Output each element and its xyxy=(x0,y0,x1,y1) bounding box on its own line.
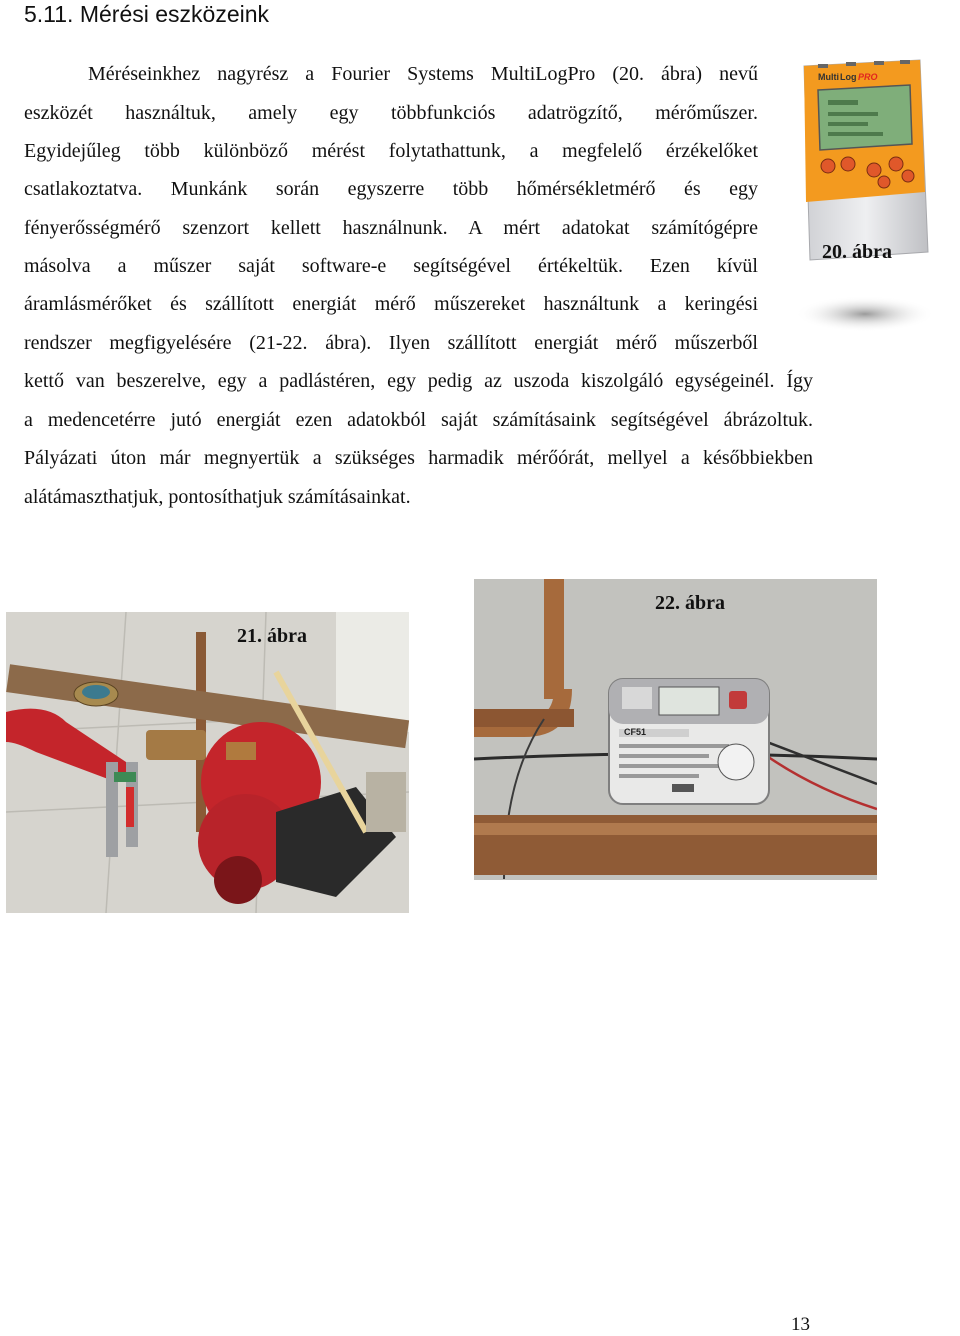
page-number: 13 xyxy=(791,1314,810,1335)
figure-21-pump-photo xyxy=(6,612,409,913)
figure-22-caption: 22. ábra xyxy=(655,592,725,614)
device-brand-text: PRO xyxy=(858,72,878,82)
paragraph-line: a medencetérre jutó energiát ezen adatokból saját számításaink segítségével ábrázoltuk. xyxy=(24,409,813,431)
section-heading: 5.11. Mérési eszközeink xyxy=(24,1,270,27)
device-brand-text: Multi xyxy=(818,72,839,82)
figure-20-device-photo xyxy=(790,52,940,342)
paragraph-line: kettő van beszerelve, egy a padlástéren, egy pedig az uszoda kiszolgáló egységeinél. Így xyxy=(24,370,813,392)
paragraph-line: csatlakoztatva. Munkánk során egyszerre több hőmérsékletmérő és egy xyxy=(24,178,758,200)
paragraph-line: Pályázati úton már megnyertük a szükséges harmadik mérőórát, mellyel a későbbiekben xyxy=(24,447,813,469)
figure-20-caption: 20. ábra xyxy=(822,241,892,263)
figure-22-meter-photo xyxy=(474,579,877,880)
meter-model-label: CF51 xyxy=(624,727,647,737)
device-brand-text: Log xyxy=(840,72,857,82)
figure-21-caption: 21. ábra xyxy=(237,625,307,647)
paragraph-line: áramlásmérőket és szállított energiát mérő műszereket használtunk a keringési xyxy=(24,293,758,315)
paragraph-line: rendszer megfigyelésére (21-22. ábra). Ilyen szállított energiát mérő műszerből xyxy=(24,332,758,354)
paragraph-line: fényerősségmérő szenzort kellett használnunk. A mért adatokat számítógépre xyxy=(24,217,758,239)
paragraph-line: Méréseinkhez nagyrész a Fourier Systems MultiLogPro (20. ábra) nevű xyxy=(88,63,758,85)
paragraph-line: alátámaszthatjuk, pontosíthatjuk számításainkat. xyxy=(24,486,411,508)
paragraph-line: eszközét használtuk, amely egy többfunkciós adatrögzítő, mérőműszer. xyxy=(24,102,758,124)
paragraph-line: másolva a műszer saját software-e segítségével értékeltük. Ezen kívül xyxy=(24,255,758,277)
paragraph-line: Egyidejűleg több különböző mérést folytathattunk, a megfelelő érzékelőket xyxy=(24,140,758,162)
